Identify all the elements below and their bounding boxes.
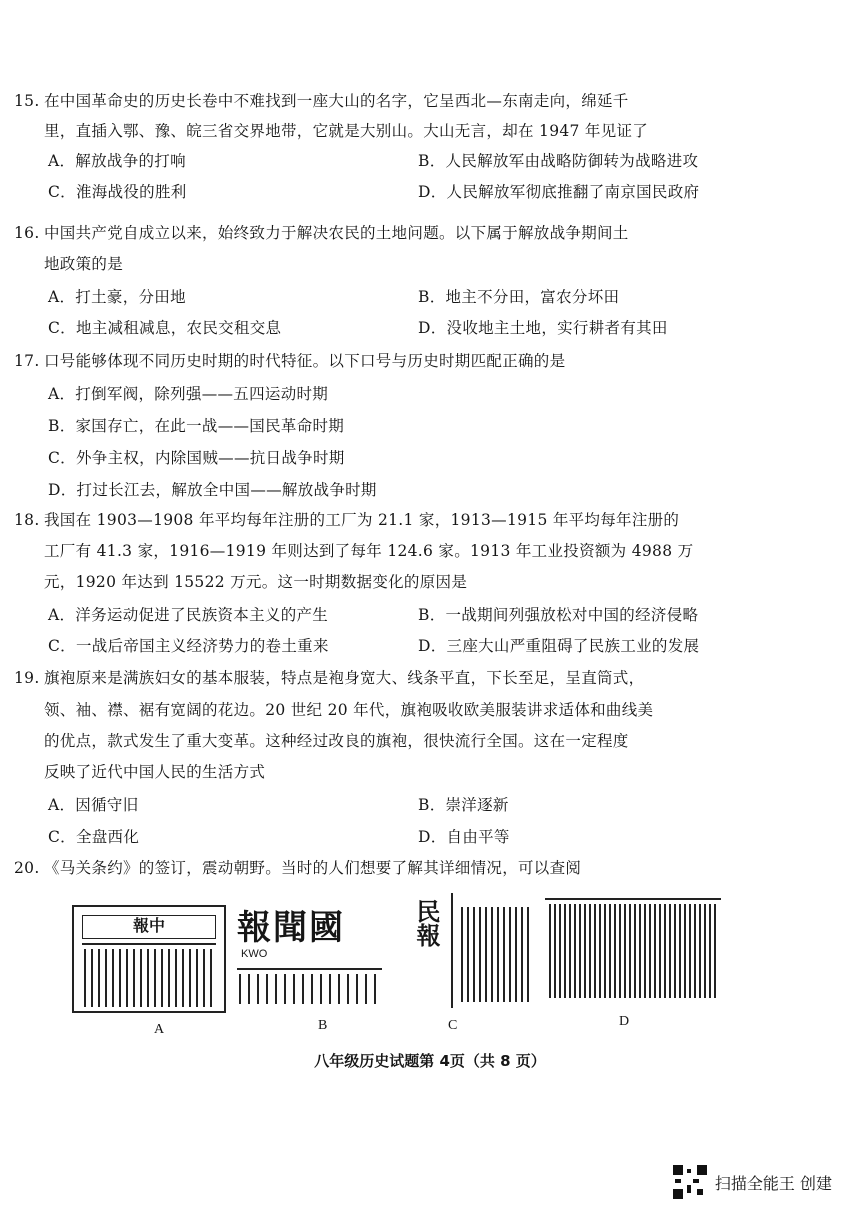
newspaper-column-line bbox=[154, 949, 156, 1007]
question-stem-line: 中国共产党自成立以来，始终致力于解决农民的土地问题。以下属于解放战争期间土 bbox=[44, 224, 629, 242]
option-b: B．人民解放军由战略防御转为战略进攻 bbox=[418, 152, 699, 170]
newspaper-column-line bbox=[684, 904, 686, 998]
newspaper-column-line bbox=[329, 974, 331, 1004]
newspaper-column-line bbox=[168, 949, 170, 1007]
option-c: C．淮海战役的胜利 bbox=[48, 183, 187, 201]
option-a: A．打土豪，分田地 bbox=[48, 288, 186, 306]
option-b: B．崇洋逐新 bbox=[418, 796, 509, 814]
question-number: 19. bbox=[14, 669, 40, 687]
newspaper-masthead: 報中 bbox=[82, 915, 216, 939]
newspaper-column-line bbox=[311, 974, 313, 1004]
qr-code-icon bbox=[673, 1165, 707, 1199]
option-b: B．家国存亡，在此一战——国民革命时期 bbox=[48, 417, 345, 435]
newspaper-column-line bbox=[564, 904, 566, 998]
newspaper-column-line bbox=[347, 974, 349, 1004]
newspaper-column-line bbox=[699, 904, 701, 998]
newspaper-column-line bbox=[521, 907, 523, 1002]
newspaper-column-line bbox=[509, 907, 511, 1002]
newspaper-column-line bbox=[473, 907, 475, 1002]
option-c: C．全盘西化 bbox=[48, 828, 140, 846]
option-b: B．一战期间列强放松对中国的经济侵略 bbox=[418, 606, 699, 624]
newspaper-column-line bbox=[619, 904, 621, 998]
image-label-d: D bbox=[619, 1014, 630, 1029]
newspaper-column-line bbox=[584, 904, 586, 998]
newspaper-column-line bbox=[266, 974, 268, 1004]
newspaper-masthead: 民報 bbox=[412, 899, 441, 947]
option-d: D．打过长江去，解放全中国——解放战争时期 bbox=[48, 481, 377, 499]
newspaper-image-d bbox=[545, 890, 721, 1002]
image-label-b: B bbox=[318, 1018, 328, 1033]
newspaper-column-line bbox=[275, 974, 277, 1004]
newspaper-column-line bbox=[569, 904, 571, 998]
newspaper-column-line bbox=[84, 949, 86, 1007]
newspaper-column-line bbox=[189, 949, 191, 1007]
newspaper-column-line bbox=[112, 949, 114, 1007]
newspaper-column-line bbox=[320, 974, 322, 1004]
question-stem-line: 旗袍原来是满族妇女的基本服装，特点是袍身宽大、线条平直，下长至足，呈直筒式， bbox=[44, 669, 645, 687]
option-a: A．打倒军阀，除列强——五四运动时期 bbox=[48, 385, 329, 403]
newspaper-column-line bbox=[98, 949, 100, 1007]
option-d: D．自由平等 bbox=[418, 828, 510, 846]
newspaper-column-line bbox=[709, 904, 711, 998]
newspaper-column-line bbox=[639, 904, 641, 998]
newspaper-column-line bbox=[654, 904, 656, 998]
question-15 bbox=[14, 90, 834, 220]
option-a: A．解放战争的打响 bbox=[48, 152, 186, 170]
newspaper-column-line bbox=[239, 974, 241, 1004]
question-number: 16. bbox=[14, 224, 40, 242]
question-number: 20. bbox=[14, 859, 40, 877]
option-c: C．地主减租减息，农民交租交息 bbox=[48, 319, 282, 337]
watermark-text: 扫描全能王 创建 bbox=[714, 1173, 832, 1193]
question-16 bbox=[14, 222, 834, 342]
question-stem-line: 反映了近代中国人民的生活方式 bbox=[44, 763, 266, 781]
question-20 bbox=[14, 857, 834, 887]
option-d: D．人民解放军彻底推翻了南京国民政府 bbox=[418, 183, 700, 201]
newspaper-column-line bbox=[133, 949, 135, 1007]
newspaper-column-line bbox=[338, 974, 340, 1004]
question-number: 18. bbox=[14, 511, 40, 529]
option-a: A．因循守旧 bbox=[48, 796, 139, 814]
newspaper-column-line bbox=[689, 904, 691, 998]
newspaper-column-line bbox=[669, 904, 671, 998]
newspaper-column-line bbox=[467, 907, 469, 1002]
question-stem-line: 我国在 1903—1908 年平均每年注册的工厂为 21.1 家，1913—1915 年平均每年注册的 bbox=[44, 511, 680, 529]
option-d: D．三座大山严重阻碍了民族工业的发展 bbox=[418, 637, 700, 655]
image-label-c: C bbox=[448, 1018, 458, 1033]
newspaper-masthead: 報聞國 bbox=[237, 908, 345, 948]
newspaper-column-line bbox=[365, 974, 367, 1004]
newspaper-column-line bbox=[554, 904, 556, 998]
newspaper-column-line bbox=[664, 904, 666, 998]
newspaper-column-line bbox=[356, 974, 358, 1004]
newspaper-column-line bbox=[126, 949, 128, 1007]
newspaper-column-line bbox=[599, 904, 601, 998]
newspaper-column-line bbox=[284, 974, 286, 1004]
newspaper-column-line bbox=[694, 904, 696, 998]
newspaper-column-line bbox=[140, 949, 142, 1007]
newspaper-column-line bbox=[629, 904, 631, 998]
newspaper-column-line bbox=[147, 949, 149, 1007]
newspaper-column-line bbox=[714, 904, 716, 998]
newspaper-column-line bbox=[604, 904, 606, 998]
newspaper-column-line bbox=[485, 907, 487, 1002]
newspaper-column-line bbox=[203, 949, 205, 1007]
newspaper-column-line bbox=[257, 974, 259, 1004]
newspaper-column-line bbox=[609, 904, 611, 998]
question-stem-line: 领、袖、襟、裾有宽阔的花边。20 世纪 20 年代，旗袍吸收欧美服装讲求适体和曲线美 bbox=[44, 701, 654, 719]
newspaper-column-line bbox=[175, 949, 177, 1007]
scanner-watermark bbox=[673, 1165, 832, 1199]
newspaper-column-line bbox=[674, 904, 676, 998]
option-b: B．地主不分田，富农分坏田 bbox=[418, 288, 620, 306]
newspaper-column-line bbox=[119, 949, 121, 1007]
newspaper-column-line bbox=[624, 904, 626, 998]
newspaper-column-line bbox=[302, 974, 304, 1004]
newspaper-column-line bbox=[515, 907, 517, 1002]
newspaper-column-line bbox=[594, 904, 596, 998]
newspaper-column-line bbox=[527, 907, 529, 1002]
question-18 bbox=[14, 509, 834, 659]
question-number: 17. bbox=[14, 352, 40, 370]
newspaper-column-line bbox=[491, 907, 493, 1002]
question-stem-line: 《马关条约》的签订，震动朝野。当时的人们想要了解其详细情况，可以查阅 bbox=[44, 859, 582, 877]
image-label-a: A bbox=[154, 1022, 165, 1037]
question-stem-line: 在中国革命史的历史长卷中不难找到一座大山的名字，它呈西北—东南走向，绵延千 bbox=[44, 92, 629, 110]
newspaper-column-line bbox=[679, 904, 681, 998]
option-c: C．一战后帝国主义经济势力的卷土重来 bbox=[48, 637, 329, 655]
newspaper-subtitle: KWO bbox=[241, 948, 268, 960]
question-stem-line: 地政策的是 bbox=[44, 255, 124, 273]
newspaper-column-line bbox=[374, 974, 376, 1004]
newspaper-column-line bbox=[644, 904, 646, 998]
question-19 bbox=[14, 667, 834, 847]
question-17 bbox=[14, 350, 834, 500]
newspaper-column-line bbox=[649, 904, 651, 998]
newspaper-column-line bbox=[503, 907, 505, 1002]
newspaper-column-line bbox=[559, 904, 561, 998]
question-stem-line: 里，直插入鄂、豫、皖三省交界地带，它就是大别山。大山无言，却在 1947 年见证了 bbox=[44, 122, 649, 140]
newspaper-column-line bbox=[589, 904, 591, 998]
newspaper-column-line bbox=[479, 907, 481, 1002]
question-stem-line: 工厂有 41.3 家，1916—1919 年则达到了每年 124.6 家。1913 年工业投资额为 4988 万 bbox=[44, 542, 694, 560]
question-stem-line: 口号能够体现不同历史时期的时代特征。以下口号与历史时期匹配正确的是 bbox=[44, 352, 566, 370]
option-a: A．洋务运动促进了民族资本主义的产生 bbox=[48, 606, 329, 624]
newspaper-image-c bbox=[405, 893, 535, 1008]
newspaper-column-line bbox=[91, 949, 93, 1007]
option-d: D．没收地主土地，实行耕者有其田 bbox=[418, 319, 668, 337]
newspaper-column-line bbox=[574, 904, 576, 998]
newspaper-column-line bbox=[704, 904, 706, 998]
option-c: C．外争主权，内除国贼——抗日战争时期 bbox=[48, 449, 345, 467]
newspaper-column-line bbox=[210, 949, 212, 1007]
newspaper-column-line bbox=[659, 904, 661, 998]
newspaper-image-b bbox=[237, 896, 382, 1008]
newspaper-column-line bbox=[579, 904, 581, 998]
newspaper-column-line bbox=[614, 904, 616, 998]
page-footer: 八年级历史试题第 4页（共 8 页） bbox=[314, 1052, 546, 1070]
newspaper-image-a bbox=[72, 905, 226, 1013]
newspaper-column-line bbox=[196, 949, 198, 1007]
newspaper-column-line bbox=[105, 949, 107, 1007]
newspaper-column-line bbox=[461, 907, 463, 1002]
question-stem-line: 的优点，款式发生了重大变革。这种经过改良的旗袍，很快流行全国。这在一定程度 bbox=[44, 732, 629, 750]
newspaper-column-line bbox=[161, 949, 163, 1007]
newspaper-column-line bbox=[634, 904, 636, 998]
question-number: 15. bbox=[14, 92, 40, 110]
newspaper-column-line bbox=[497, 907, 499, 1002]
question-stem-line: 元，1920 年达到 15522 万元。这一时期数据变化的原因是 bbox=[44, 573, 468, 591]
newspaper-column-line bbox=[293, 974, 295, 1004]
newspaper-column-line bbox=[549, 904, 551, 998]
newspaper-column-line bbox=[248, 974, 250, 1004]
newspaper-column-line bbox=[182, 949, 184, 1007]
